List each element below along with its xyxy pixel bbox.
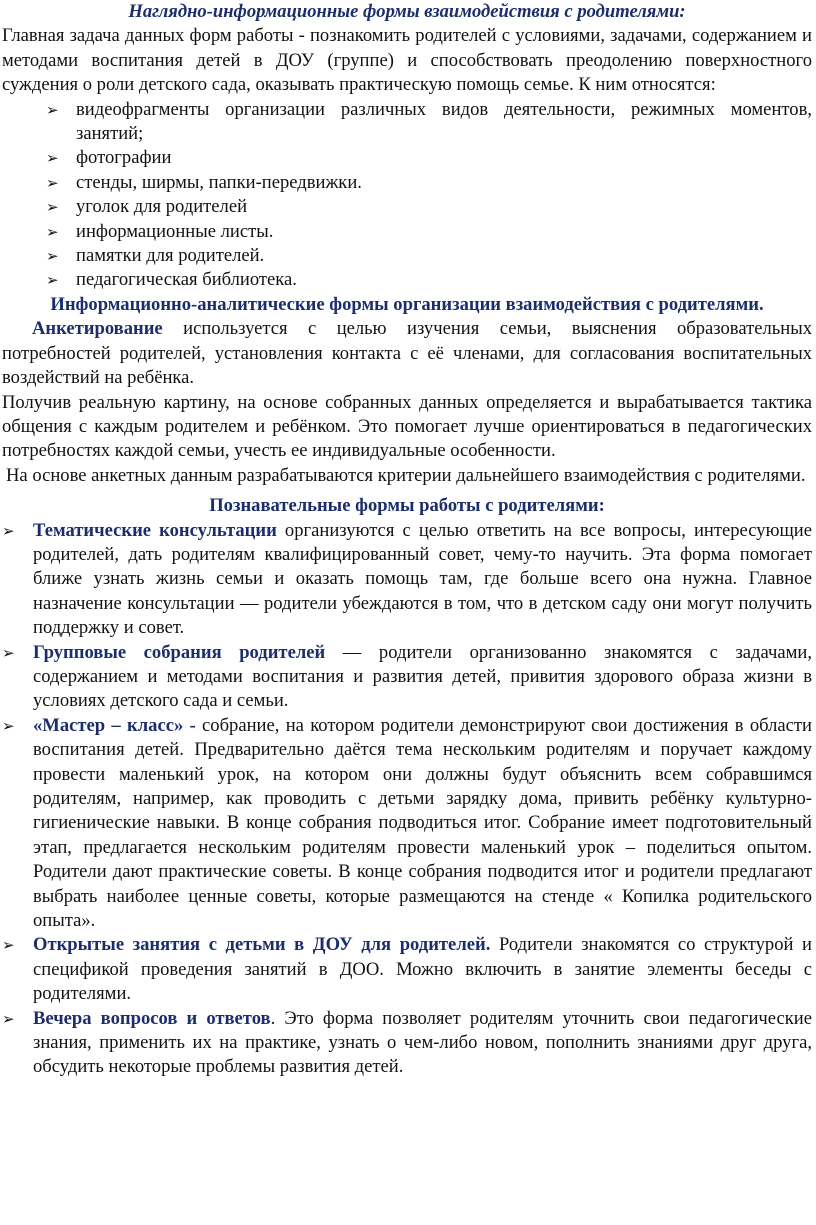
list-item: ➢ педагогическая библиотека.: [76, 268, 812, 292]
paragraph-tactics: Получив реальную картину, на основе собранных данных определяется и вырабатывается тактика общения с каждым родителем и ребёнком. Это помогает лучше ориентироваться в педагогических потребностях каждой семьи, учесть ее индивидуальные особенности.: [2, 391, 812, 462]
term-master-class: «Мастер – класс» -: [33, 714, 196, 736]
list-item: [33, 641, 812, 714]
list-item: [33, 519, 812, 641]
section-heading-analytic-forms: Информационно-аналитические формы организации взаимодействия с родителями.: [50, 293, 764, 315]
item-text: организуются с целью ответить на все вопросы, интересующие родителей, дать родителям квалифицированный совет, чему-то научить. Эта форма помогает ближе узнать жизнь семьи и оказать помощь там, где больше всего она нужна. Главное назначение консультации — родители убеждаются в том, что в детском саду они могут получить поддержку и совет.: [33, 519, 812, 639]
item-text: — родители организованно знакомятся с задачами, содержанием и методами воспитания и развития детей, привития здорового образа жизни в условиях детского сада и семьи.: [33, 641, 812, 712]
term-questionnaire: Анкетирование: [32, 318, 163, 340]
item-text: собрание, на котором родители демонстрируют свои достижения в области воспитания детей. Предварительно даётся тема нескольким родителям и поручает каждому провести маленький урок, на котором они должны будут объяснить всем собравшимся родителям, например, как проводить с детьми зарядку дома, привить ребёнку культурно-гигиенические навыки. В конце собрания подводиться итог. Собрание имеет подготовительный этап, предлагается нескольким родителям провести маленький урок – поделиться опытом. Родители дают практические советы. В конце собрания подводится итог и родители предлагают выбрать наиболее ценные советы, которые размещаются на стенде « Копилка родительского опыта».: [33, 714, 812, 932]
visual-forms-intro: Главная задача данных форм работы - познакомить родителей с условиями, задачами, содержанием и методами воспитания детей в ДОУ (группе) и способствовать преодолению поверхностного суждения о роли детского сада, оказывать практическую помощь семье. К ним относятся:: [2, 25, 812, 96]
list-item: ➢ фотографии: [76, 146, 812, 170]
list-item: [33, 933, 812, 1006]
section-heading-visual-forms: Наглядно-информационные формы взаимодействия с родителями:: [128, 1, 686, 22]
paragraph-questionnaire: [2, 317, 812, 390]
term-open-lessons: Открытые занятия с детьми в ДОУ для родителей.: [33, 934, 491, 956]
list-item: ➢ уголок для родителей: [76, 195, 812, 219]
list-item: [33, 1007, 812, 1080]
visual-forms-list: [2, 98, 812, 293]
list-item: ➢ видеофрагменты организации различных видов деятельности, режимных моментов, занятий;: [76, 98, 812, 147]
term-qa-evenings: Вечера вопросов и ответов: [33, 1007, 271, 1029]
item-text: Родители знакомятся со структурой и спецификой проведения занятий в ДОО. Можно включить в занятие элементы беседы с родителями.: [33, 934, 813, 1005]
paragraph-text: используется с целью изучения семьи, выяснения образовательных потребностей родителей, установления контакта с её членами, для согласования воспитательных воздействий на ребёнка.: [2, 318, 812, 389]
list-item: ➢ информационные листы.: [76, 220, 812, 244]
section-heading-cognitive-forms: Познавательные формы работы с родителями:: [209, 495, 605, 517]
cognitive-forms-list: [2, 519, 812, 1080]
list-item: ➢ памятки для родителей.: [76, 244, 812, 268]
term-thematic-consultations: Тематические консультации: [33, 519, 277, 541]
list-item: ➢ стенды, ширмы, папки-передвижки.: [76, 171, 812, 195]
list-item: [33, 714, 812, 934]
paragraph-criteria: На основе анкетных данным разрабатываются критерии дальнейшего взаимодействия с родителями.: [6, 464, 806, 486]
term-group-meetings: Групповые собрания родителей: [33, 641, 326, 663]
item-text: . Это форма позволяет родителям уточнить свои педагогические знания, применить их на практике, узнать о чем-либо новом, пополнить знаниями друг друга, обсудить некоторые проблемы развития детей.: [33, 1007, 812, 1078]
